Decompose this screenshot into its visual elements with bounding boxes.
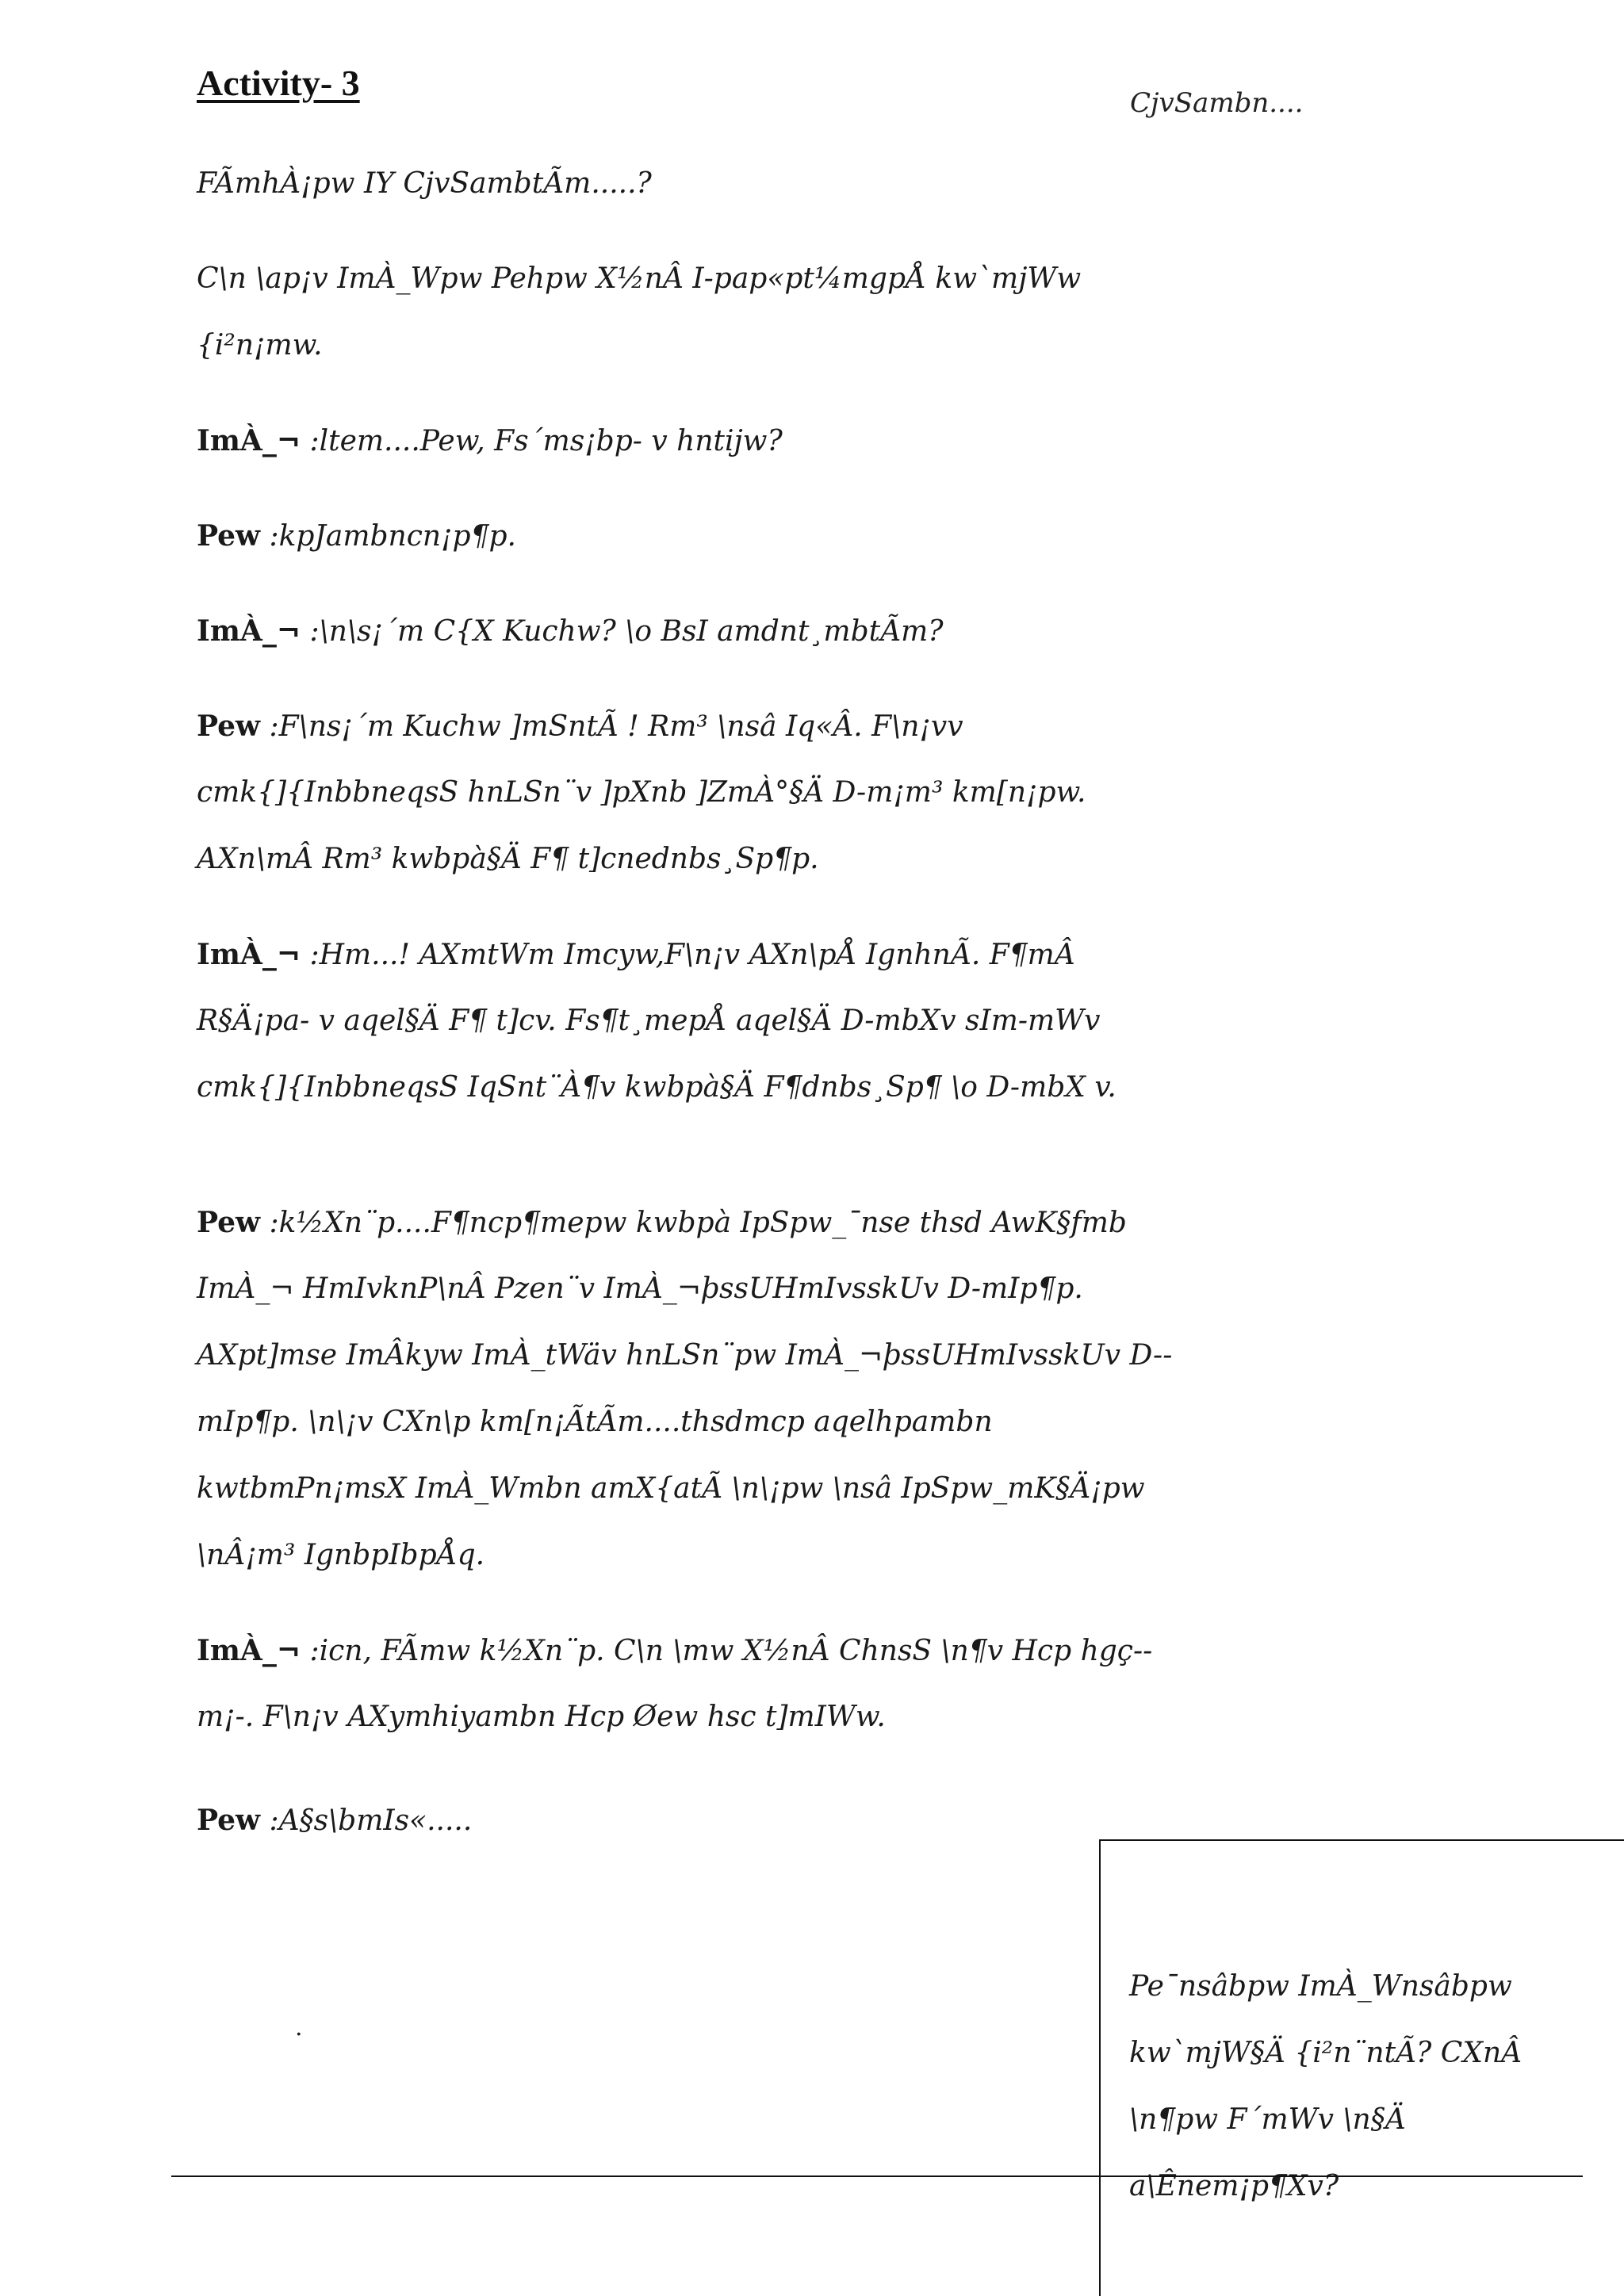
speaker-name: ImÀ_¬ <box>197 1634 301 1667</box>
dialogue-continuation: mIp¶p. \n\¡v CXn\p km[n¡ÃtÃm....thsdmcp aqelhpambn <box>197 1406 993 1438</box>
speaker-name: Pew <box>197 710 260 743</box>
dialogue-line <box>197 921 1075 989</box>
speaker-name: Pew <box>197 1206 260 1239</box>
dialogue-continuation: kwtbmPn¡msX ImÀ_Wmbn amX{atÃ \n\¡pw \nsâ IpSpw_mK§Ä¡pw <box>197 1472 1145 1505</box>
dialogue-line <box>197 408 1037 475</box>
dialogue-text: :kpJambncn¡p¶p. <box>269 520 516 553</box>
prompt-line: FÃmhÀ¡pw IY CjvSambtÃm.....? <box>197 167 652 200</box>
dialogue-line <box>197 598 1037 665</box>
speaker-name: ImÀ_¬ <box>197 614 301 648</box>
dialogue-text: :k½Xn¨p....F¶ncp¶mepw kwbpà IpSpw_¯nse thsd AwK§fmb <box>269 1207 1127 1239</box>
dialogue-text: :A§s\bmIs«..... <box>269 1804 473 1837</box>
dialogue-text: :icn, FÃmw k½Xn¨p. C\n \mw X½nÂ ChnsS \n¶v Hcp hgç-- <box>309 1635 1153 1667</box>
dialogue-line <box>197 1787 1037 1854</box>
dialogue-continuation: cmk{]{InbbneqsS IqSnt¨À¶v kwbpà§Ä F¶dnbs¸Sp¶ \o D-mbX v. <box>197 1071 1116 1104</box>
dialogue-continuation: R§Ä¡pa- v aqel§Ä F¶ t]cv. Fs¶t¸mepÅ aqel§Ä D-mbXv sIm-mWv <box>197 1004 1101 1037</box>
dialogue-line <box>197 1189 1127 1257</box>
dialogue-continuation: \nÂ¡m³ IgnbpIbpÅq. <box>197 1539 485 1571</box>
bottom-rule <box>171 2175 1583 2177</box>
intro-line: C\n \ap¡v ImÀ_Wpw Pehpw X½nÂ I-pap«pt¼mgpÅ kw`mjWw <box>197 262 1082 295</box>
dialogue-continuation: AXpt]mse ImÂkyw ImÀ_tWäv hnLSn¨pw ImÀ_¬þssUHmIvsskUv D-- <box>197 1339 1173 1372</box>
dialogue-line <box>197 1617 1153 1685</box>
question-line: a\Ênem¡p¶Xv? <box>1129 2170 1339 2202</box>
dialogue-text: :ltem....Pew, Fs´ms¡bp- v hntijw? <box>309 425 783 457</box>
stray-mark: . <box>295 2014 303 2042</box>
dialogue-text: :Hm...! AXmtWm Imcyw,F\n¡v AXn\pÅ IgnhnÃ. F¶mÂ <box>309 939 1075 971</box>
dialogue-line <box>197 693 1037 760</box>
dialogue-text: :\n\s¡´m C{X Kuchw? \o BsI amdnt¸mbtÃm? <box>309 615 944 648</box>
dialogue-continuation: cmk{]{InbbneqsS hnLSn¨v ]pXnb ]ZmÀ°§Ä D-m¡m³ km[n¡pw. <box>197 776 1086 809</box>
question-line: kw`mjW§Ä {i²n¨ntÃ? CXnÂ <box>1129 2037 1522 2069</box>
question-line: Pe¯nsâbpw ImÀ_Wnsâbpw <box>1129 1970 1512 2003</box>
dialogue-continuation: AXn\mÂ Rm³ kwbpà§Ä F¶ t]cnednbs¸Sp¶p. <box>197 843 819 875</box>
dialogue-line <box>197 503 1037 570</box>
speaker-name: ImÀ_¬ <box>197 424 301 457</box>
dialogue-continuation: m¡-. F\n¡v AXymhiyambn Hcp Øew hsc t]mIWw. <box>197 1701 886 1733</box>
dialogue-continuation: ImÀ_¬ HmIvknP\nÂ Pzen¨v ImÀ_¬þssUHmIvsskUv D-mIp¶p. <box>197 1272 1083 1305</box>
side-note: CjvSambn.... <box>1130 87 1304 119</box>
speaker-name: Pew <box>197 1804 260 1837</box>
speaker-name: Pew <box>197 519 260 553</box>
question-line: \n¶pw F´mWv \n§Ä <box>1129 2103 1406 2136</box>
activity-title: Activity- 3 <box>197 63 360 103</box>
dialogue-text: :F\ns¡´m Kuchw ]mSntÃ ! Rm³ \nsâ Iq«Â. F\n¡vv <box>269 710 963 743</box>
speaker-name: ImÀ_¬ <box>197 938 301 971</box>
intro-line: {i²n¡mw. <box>197 329 323 362</box>
